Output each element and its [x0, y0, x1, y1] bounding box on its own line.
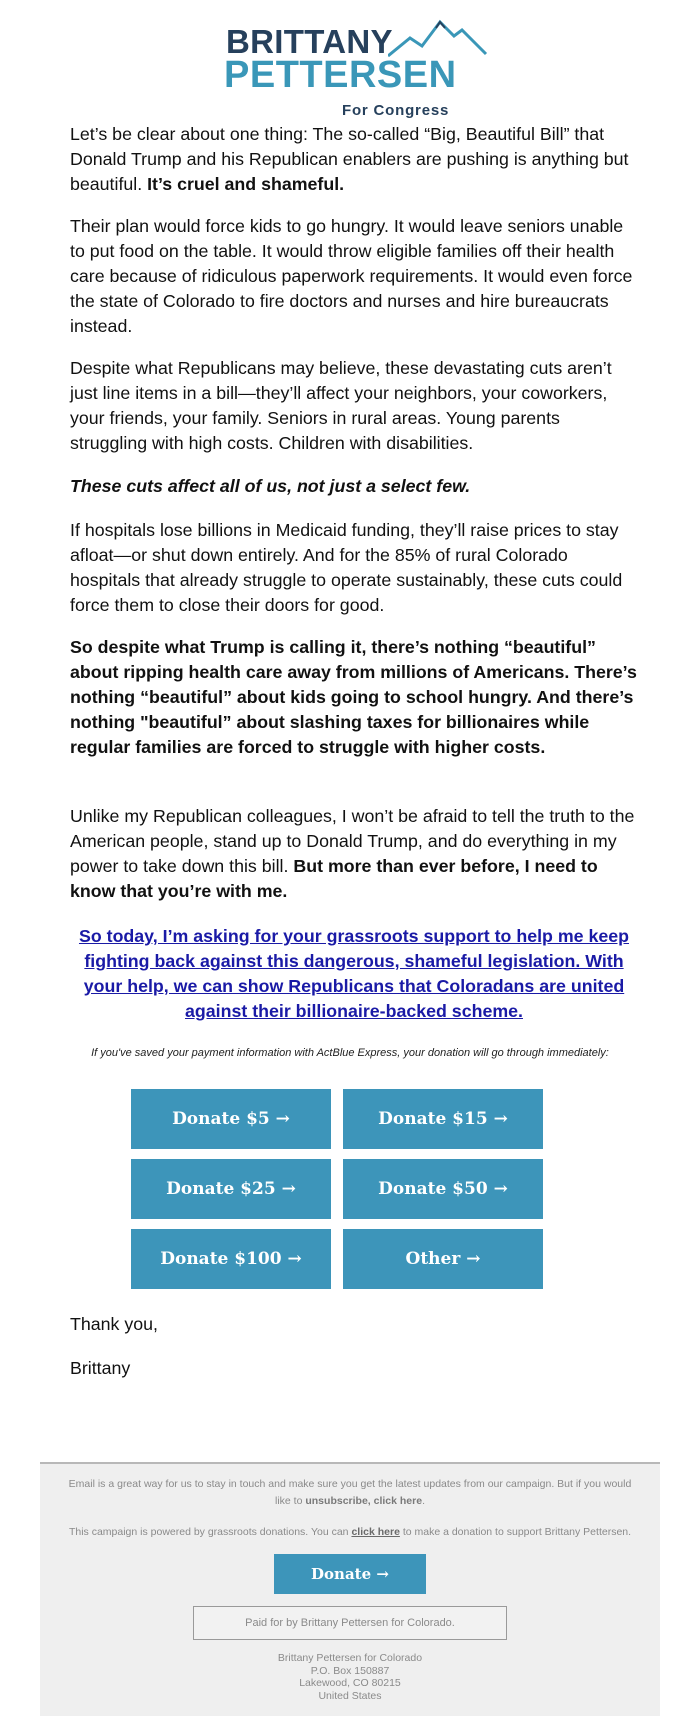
footer-unsubscribe-copy: Email is a great way for us to stay in touch and make sure you get the latest updates from our campaign. But if you would like to: [68, 1478, 632, 1507]
logo-first-name: BRITTANY: [226, 23, 393, 60]
campaign-logo: [220, 18, 480, 119]
email-footer: [40, 1462, 660, 1716]
address-line: Brittany Pettersen for Colorado: [277, 1652, 423, 1664]
donate-15-button[interactable]: Donate $15 →: [343, 1089, 543, 1149]
footer-click-here-link[interactable]: click here: [351, 1526, 400, 1538]
address-line: United States: [318, 1689, 382, 1702]
paragraph-intro: [70, 122, 640, 197]
donate-50-button[interactable]: Donate $50 →: [343, 1159, 543, 1219]
paragraph-cuts: Despite what Republicans may believe, these devastating cuts aren’t just line items in a bill—they’ll affect your neighbors, your coworkers, your friends, your family. Seniors in rural areas. Young parents struggling with high costs. Children with disabilities.: [70, 358, 612, 453]
colleagues-text: Unlike my Republican colleagues, I won’t be afraid to tell the truth to the American people, stand up to Donald Trump, and do everything in my power to take down this bill.: [70, 806, 635, 876]
footer-donation-text: [60, 1524, 640, 1541]
signoff-name: Brittany: [70, 1358, 131, 1378]
paragraph-colleagues: [70, 804, 640, 904]
address-line: P.O. Box 150887: [310, 1664, 390, 1677]
donate-100-button[interactable]: Donate $100 →: [131, 1229, 331, 1289]
intro-text: Let’s be clear about one thing: The so-called “Big, Beautiful Bill” that Donald Trump and his Republican enablers are pushing is anything but beautiful.: [70, 124, 629, 194]
footer-unsubscribe-text: [60, 1476, 640, 1510]
paid-for-disclaimer: Paid for by Brittany Pettersen for Colorado.: [193, 1606, 507, 1640]
footer-period: .: [422, 1495, 425, 1507]
paragraph-emphasis: These cuts affect all of us, not just a select few.: [70, 476, 471, 496]
donate-25-button[interactable]: Donate $25 →: [131, 1159, 331, 1219]
address-line: Lakewood, CO 80215: [299, 1677, 401, 1689]
intro-emphasis: It’s cruel and shameful.: [147, 174, 345, 194]
signoff-thanks: Thank you,: [70, 1314, 158, 1334]
mailing-address: [40, 1652, 660, 1702]
paragraph-beautiful: So despite what Trump is calling it, there’s nothing “beautiful” about ripping health care away from millions of Americans. There’s nothing “beautiful” about kids going to school hungry. And there’s nothing "beautiful” about slashing taxes for billionaires while regular families are forced to struggle with higher costs.: [70, 637, 637, 757]
footer-donate-button[interactable]: Donate →: [274, 1554, 426, 1594]
actblue-express-note: If you've saved your payment information with ActBlue Express, your donation will go through immediately:: [91, 1047, 609, 1059]
grassroots-support-link[interactable]: So today, I’m asking for your grassroots support to help me keep fighting back against this dangerous, shameful legislation. With your help, we can show Republicans that Coloradans are united against their billionaire-backed scheme.: [78, 926, 629, 1021]
donate-other-button[interactable]: Other →: [343, 1229, 543, 1289]
footer-donation-copy-end: to make a donation to support Brittany Pettersen.: [399, 1526, 632, 1538]
footer-donation-copy: This campaign is powered by grassroots donations. You can: [68, 1526, 352, 1538]
donate-5-button[interactable]: Donate $5 →: [131, 1089, 331, 1149]
paragraph-hospitals: If hospitals lose billions in Medicaid funding, they’ll raise prices to stay afloat—or shut down entirely. And for the 85% of rural Colorado hospitals that already struggle to operate sustainably, these cuts could force them to close their doors for good.: [70, 520, 623, 615]
logo-tagline: For Congress: [342, 102, 450, 119]
unsubscribe-link[interactable]: unsubscribe, click here: [305, 1495, 423, 1507]
colleagues-emphasis: But more than ever before, I need to know that you’re with me.: [70, 856, 598, 901]
donate-button-grid: [131, 1089, 543, 1289]
paragraph-plan: Their plan would force kids to go hungry. It would leave seniors unable to put food on the table. It would throw eligible families off their health care because of ridiculous paperwork requirements. It would even force the state of Colorado to fire doctors and nurses and hire bureaucrats instead.: [70, 216, 633, 336]
logo-last-name: PETTERSEN: [224, 54, 457, 96]
